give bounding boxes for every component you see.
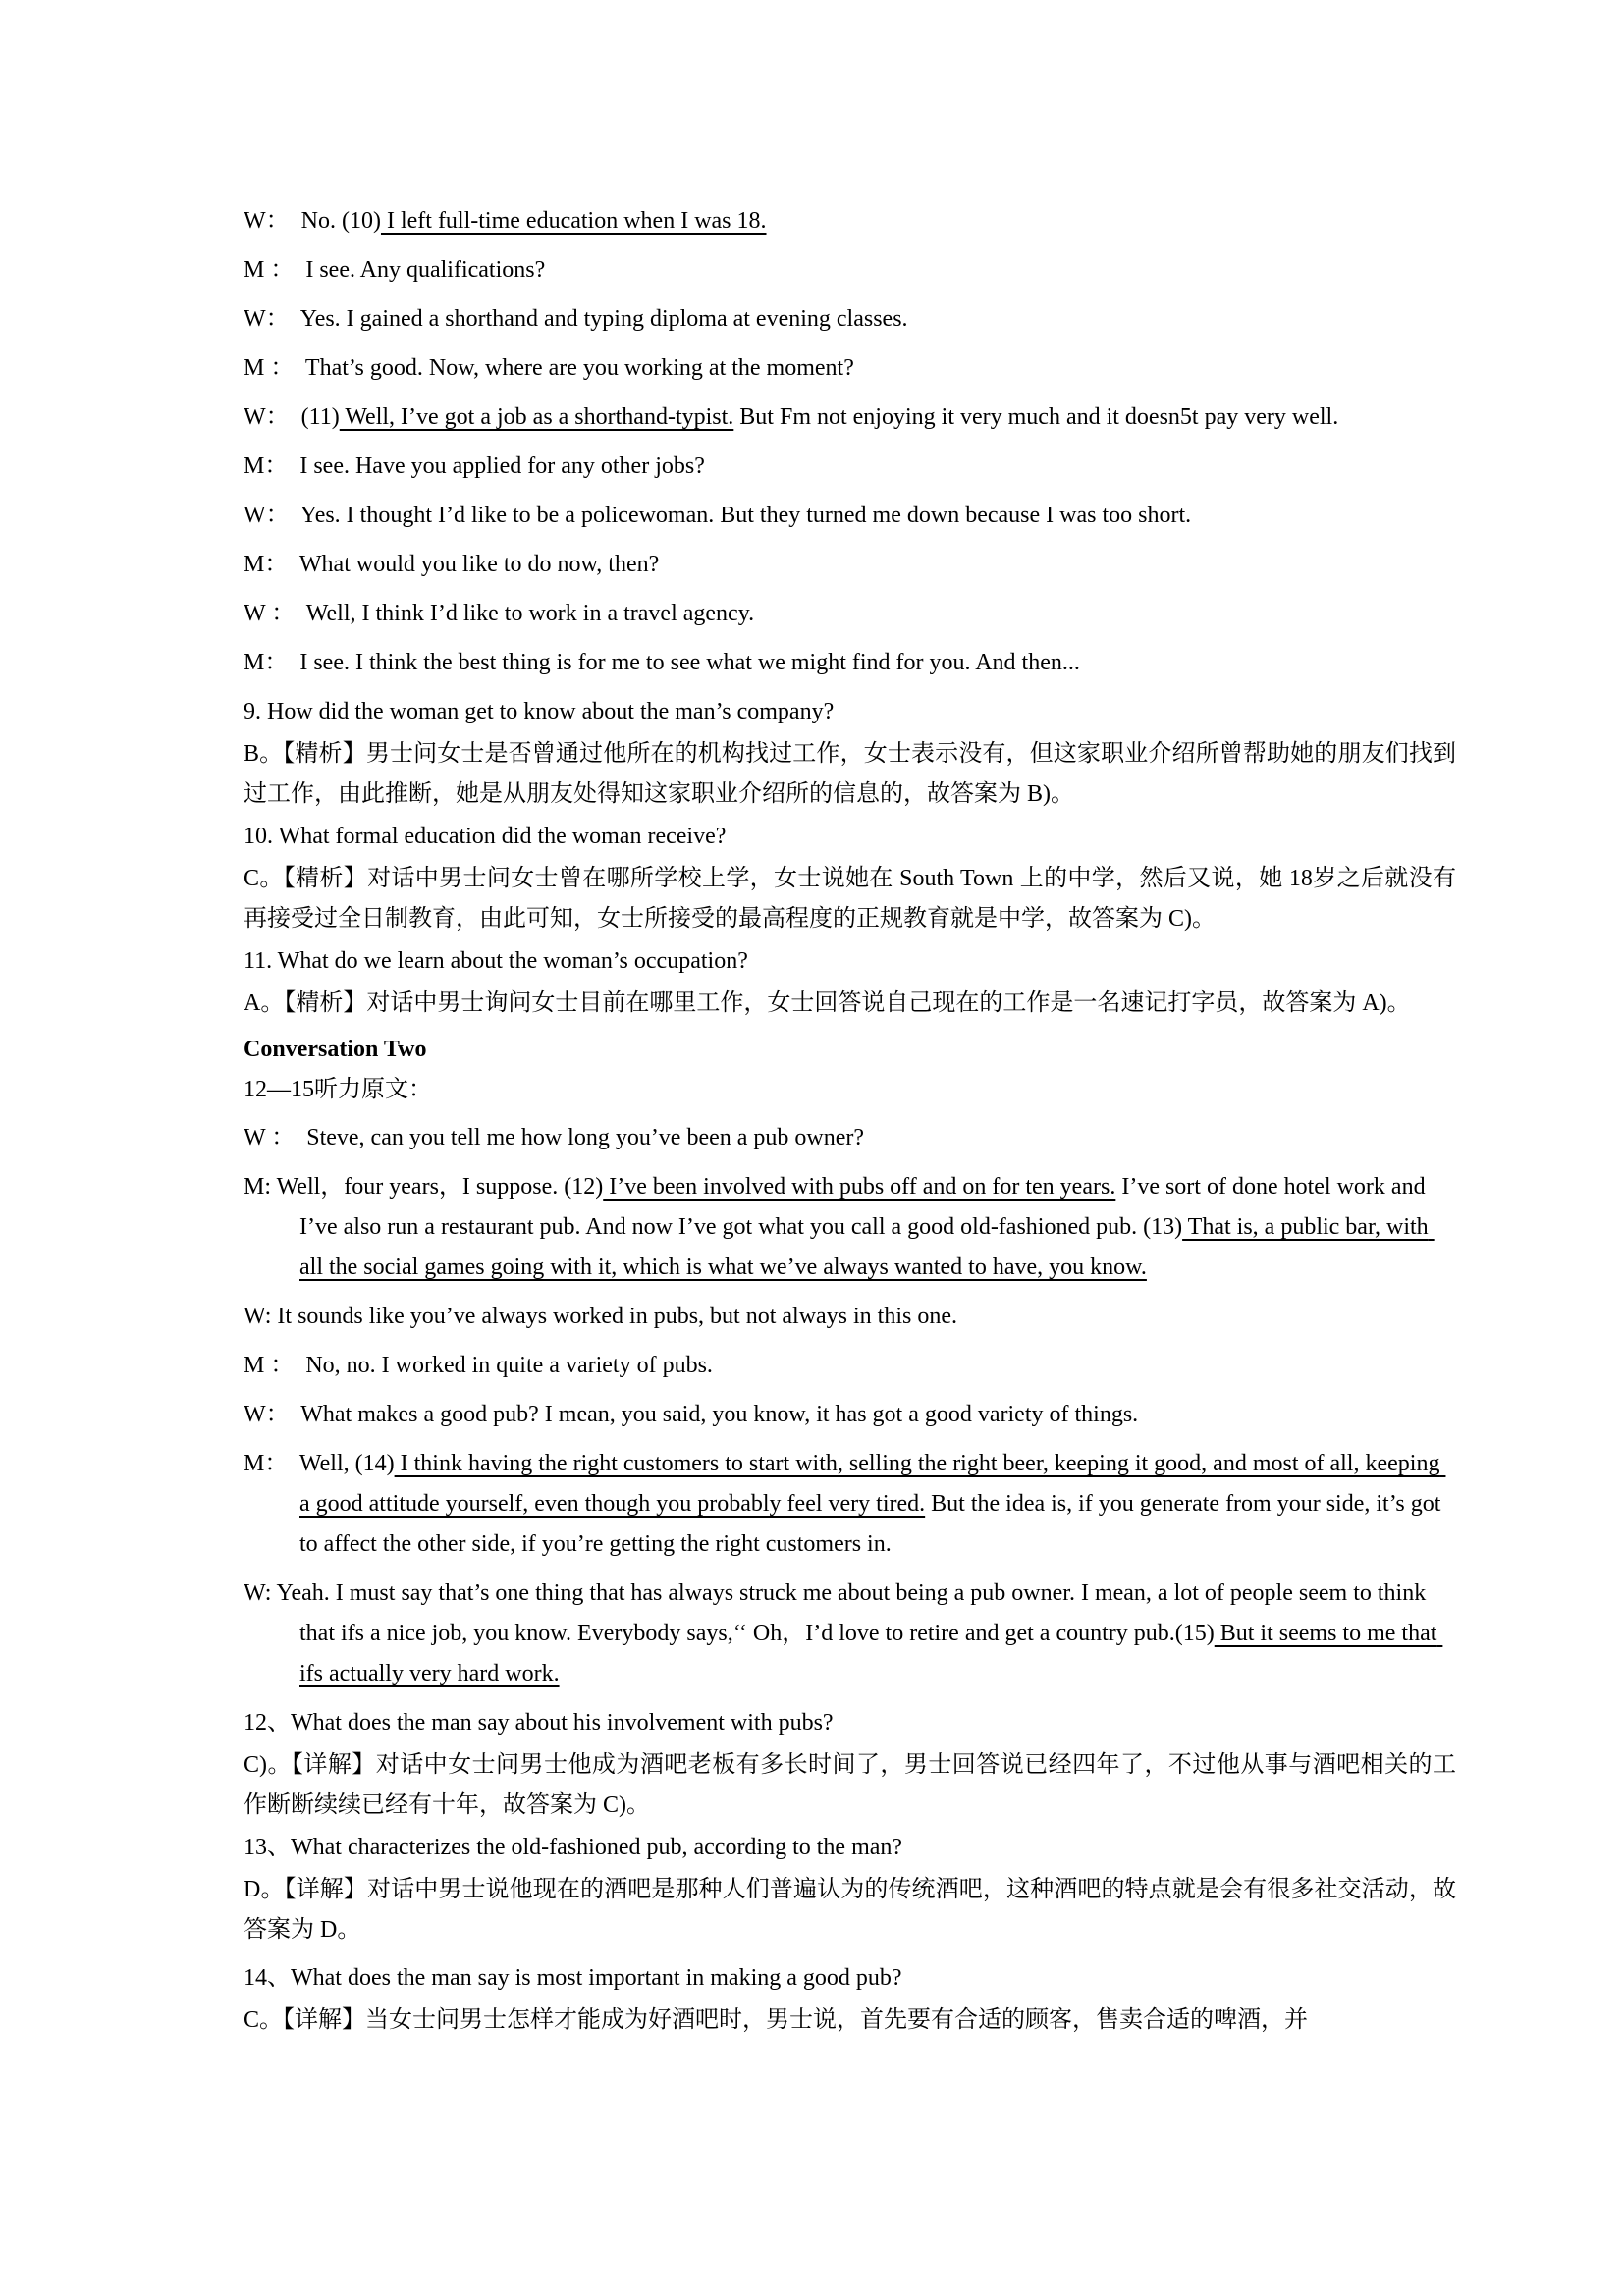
dialogue-line <box>244 1118 1456 1158</box>
text-segment: 12—15听力原文： <box>244 1077 432 1102</box>
dialogue-line <box>244 1346 1456 1386</box>
dialogue-line <box>244 594 1456 634</box>
text-segment: M： Well, (14) <box>244 1451 395 1476</box>
text-segment: B。【精析】男士问女士是否曾通过他所在的机构找过工作，女士表示没有，但这家职业介绍所曾帮助她的朋友们找到过工作，由此推断，她是从朋友处得知这家职业介绍所的信息的，故答案为 B)。 <box>244 741 1456 807</box>
text-segment: W： (11) <box>244 404 340 430</box>
dialogue-line <box>244 1444 1456 1565</box>
text-segment: W ： Well, I think I’d like to work in a travel agency. <box>244 601 755 626</box>
question-line <box>244 692 1456 732</box>
underlined-text: Well, I’ve got a job as a shorthand-typist. <box>339 404 734 430</box>
text-segment: M ： That’s good. Now, where are you working at the moment? <box>244 355 854 381</box>
text-segment: W： Yes. I gained a shorthand and typing diploma at evening classes. <box>244 306 908 332</box>
dialogue-line <box>244 1395 1456 1435</box>
dialogue-line <box>244 496 1456 536</box>
text-segment: C。【详解】当女士问男士怎样才能成为好酒吧时，男士说，首先要有合适的顾客，售卖合适的啤酒，并 <box>244 2007 1309 2033</box>
text-segment: C)。【详解】对话中女士问男士他成为酒吧老板有多长时间了，男士回答说已经四年了，不过他从事与酒吧相关的工作断断续续已经有十年，故答案为 C)。 <box>244 1752 1456 1818</box>
text-segment: W: Yeah. I must say that’s one thing that has always struck me about being a pub owner. I mean, a lot of people seem to think that ifs a nice job, you know. Everybody says,‘‘ Oh，I’d love to retire and get a country pub.(15) <box>244 1580 1433 1646</box>
text-segment: Conversation Two <box>244 1037 427 1062</box>
dialogue-line <box>244 201 1456 241</box>
section-label <box>244 1070 1456 1110</box>
underlined-text: That is, a public bar, with all the social games going with it, which is what we’ve always wanted to have, you know. <box>299 1214 1435 1280</box>
text-segment: But the idea is, if you generate from your side, it’s got to affect the other side, if you’re getting the right customers in. <box>299 1491 1447 1557</box>
text-segment: A。【精析】对话中男士询问女士目前在哪里工作，女士回答说自己现在的工作是一名速记打字员，故答案为 A)。 <box>244 990 1411 1016</box>
question-line <box>244 817 1456 857</box>
text-segment: D。【详解】对话中男士说他现在的酒吧是那种人们普遍认为的传统酒吧，这种酒吧的特点就是会有很多社交活动，故答案为 D。 <box>244 1877 1456 1943</box>
dialogue-line <box>244 1297 1456 1337</box>
dialogue-line <box>244 545 1456 585</box>
analysis-text <box>244 2001 1456 2041</box>
text-segment: W： What makes a good pub? I mean, you said, you know, it has got a good variety of things. <box>244 1402 1139 1427</box>
dialogue-line <box>244 643 1456 683</box>
text-segment: C。【精析】对话中男士问女士曾在哪所学校上学，女士说她在 South Town 上的中学，然后又说，她 18岁之后就没有再接受过全日制教育，由此可知，女士所接受的最高程度的正规教育就是中学，故答案为 C)。 <box>244 866 1456 932</box>
text-segment: M: Well，four years，I suppose. (12) <box>244 1174 604 1200</box>
underlined-text: I left full-time education when I was 18. <box>380 208 767 234</box>
question-line <box>244 1958 1456 1999</box>
transcript <box>244 201 1456 2041</box>
analysis-text <box>244 1745 1456 1826</box>
question-line <box>244 941 1456 982</box>
question-line <box>244 1828 1456 1868</box>
text-segment: 14、What does the man say is most important in making a good pub? <box>244 1965 902 1991</box>
underlined-text: I think having the right customers to start with, selling the right beer, keeping it good, and most of all, keeping a good attitude yourself, even though you probably feel very tired. <box>299 1451 1446 1517</box>
text-segment: M ： No, no. I worked in quite a variety of pubs. <box>244 1353 713 1378</box>
underlined-text: I’ve been involved with pubs off and on for ten years. <box>603 1174 1116 1200</box>
analysis-text <box>244 734 1456 815</box>
text-segment: I’ve sort of done hotel work and I’ve also run a restaurant pub. And now I’ve got what you call a good old-fashioned pub. (13) <box>299 1174 1432 1240</box>
text-segment: 12、What does the man say about his involvement with pubs? <box>244 1710 834 1735</box>
dialogue-line <box>244 250 1456 291</box>
text-segment: 10. What formal education did the woman receive? <box>244 824 727 849</box>
underlined-text: But it seems to me that ifs actually very hard work. <box>299 1621 1443 1686</box>
dialogue-line <box>244 447 1456 487</box>
text-segment: W： Yes. I thought I’d like to be a policewoman. But they turned me down because I was too short. <box>244 503 1192 528</box>
text-segment: 13、What characterizes the old-fashioned pub, according to the man? <box>244 1835 903 1860</box>
analysis-text <box>244 1870 1456 1950</box>
dialogue-line <box>244 299 1456 340</box>
analysis-text <box>244 859 1456 939</box>
text-segment: M： What would you like to do now, then? <box>244 552 660 577</box>
question-line <box>244 1703 1456 1743</box>
text-segment: W： No. (10) <box>244 208 381 234</box>
dialogue-line <box>244 1574 1456 1694</box>
dialogue-line <box>244 398 1456 438</box>
analysis-text <box>244 984 1456 1024</box>
text-segment: M ： I see. Any qualifications? <box>244 257 546 283</box>
text-segment: W ： Steve, can you tell me how long you’ve been a pub owner? <box>244 1125 865 1150</box>
dialogue-line <box>244 348 1456 389</box>
text-segment: M： I see. Have you applied for any other jobs? <box>244 454 705 479</box>
section-heading <box>244 1030 1456 1070</box>
text-segment: W: It sounds like you’ve always worked in pubs, but not always in this one. <box>244 1304 958 1329</box>
text-segment: But Fm not enjoying it very much and it doesn5t pay very well. <box>733 404 1339 430</box>
text-segment: 9. How did the woman get to know about the man’s company? <box>244 699 835 724</box>
dialogue-line <box>244 1167 1456 1288</box>
text-segment: 11. What do we learn about the woman’s occupation? <box>244 948 748 974</box>
text-segment: M： I see. I think the best thing is for me to see what we might find for you. And then... <box>244 650 1080 675</box>
